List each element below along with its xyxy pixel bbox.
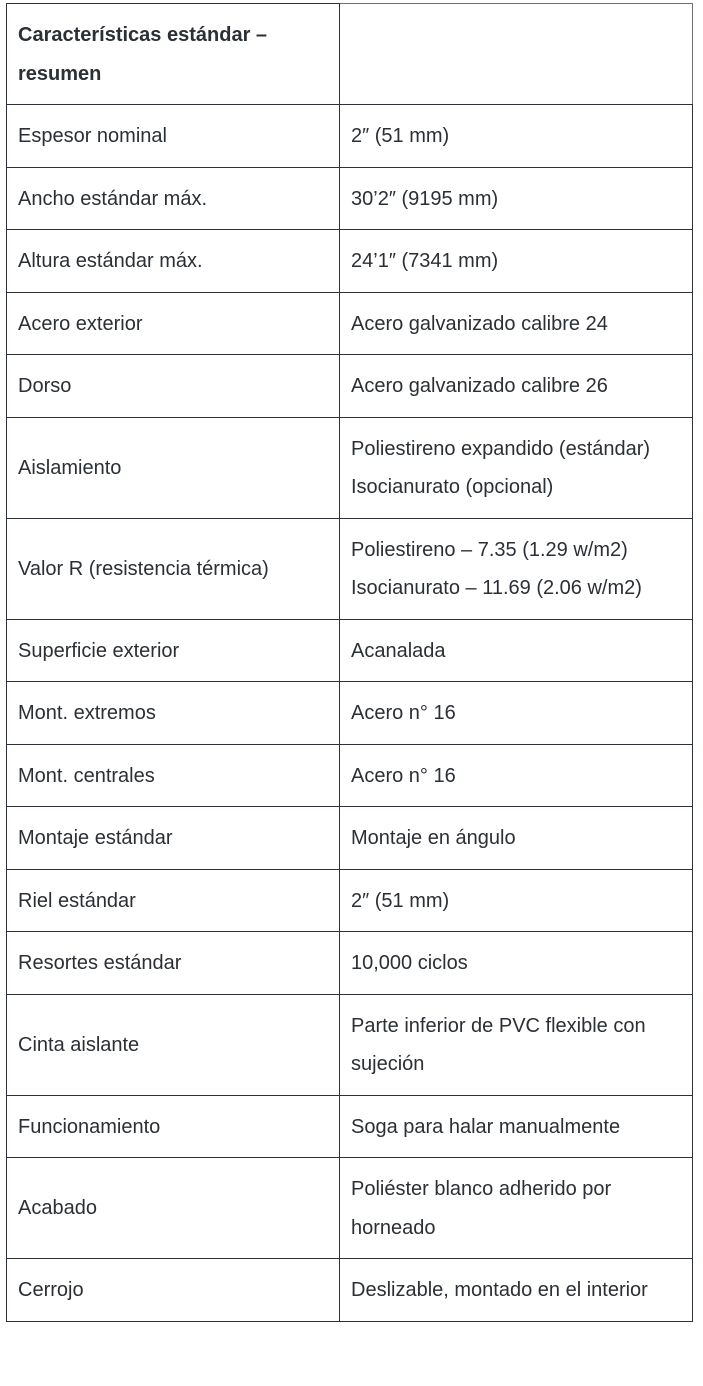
row-value: Poliéster blanco adherido por horneado [340, 1158, 693, 1259]
table-row [7, 619, 693, 682]
row-label: Altura estándar máx. [7, 230, 340, 293]
row-label: Cinta aislante [7, 994, 340, 1095]
row-label: Funcionamiento [7, 1095, 340, 1158]
row-label: Riel estándar [7, 869, 340, 932]
table-row [7, 807, 693, 870]
row-value: 2″ (51 mm) [340, 105, 693, 168]
row-value: Soga para halar manualmente [340, 1095, 693, 1158]
header-empty-cell [340, 4, 693, 105]
table-row [7, 932, 693, 995]
row-value: Acero galvanizado calibre 26 [340, 355, 693, 418]
row-label: Valor R (resistencia térmica) [7, 518, 340, 619]
row-value: Acero galvanizado calibre 24 [340, 292, 693, 355]
row-label: Resortes estándar [7, 932, 340, 995]
table-row [7, 518, 693, 619]
table-row [7, 355, 693, 418]
table-row [7, 167, 693, 230]
row-value: Acero n° 16 [340, 744, 693, 807]
header-title: Características estándar – resumen [18, 24, 268, 85]
table-row [7, 1158, 693, 1259]
table-row [7, 994, 693, 1095]
row-label: Montaje estándar [7, 807, 340, 870]
table-row [7, 869, 693, 932]
row-label: Mont. centrales [7, 744, 340, 807]
table-row [7, 682, 693, 745]
header-title-cell [7, 4, 340, 105]
row-value: 24’1″ (7341 mm) [340, 230, 693, 293]
table-row [7, 105, 693, 168]
row-label: Cerrojo [7, 1259, 340, 1322]
table-header-row [7, 4, 693, 105]
row-label: Ancho estándar máx. [7, 167, 340, 230]
row-label: Superficie exterior [7, 619, 340, 682]
row-label: Espesor nominal [7, 105, 340, 168]
row-value: Deslizable, montado en el interior [340, 1259, 693, 1322]
row-value: Montaje en ángulo [340, 807, 693, 870]
table-row [7, 1095, 693, 1158]
table-row [7, 744, 693, 807]
table-row [7, 417, 693, 518]
row-value: 2″ (51 mm) [340, 869, 693, 932]
row-label: Mont. extremos [7, 682, 340, 745]
row-label: Acabado [7, 1158, 340, 1259]
row-value: Parte inferior de PVC flexible con sujeción [340, 994, 693, 1095]
row-value: Poliestireno expandido (estándar) Isocianurato (opcional) [340, 417, 693, 518]
table-row [7, 1259, 693, 1322]
row-value: Acero n° 16 [340, 682, 693, 745]
table-row [7, 230, 693, 293]
row-label: Acero exterior [7, 292, 340, 355]
row-value: Poliestireno – 7.35 (1.29 w/m2) Isocianurato – 11.69 (2.06 w/m2) [340, 518, 693, 619]
row-value: 10,000 ciclos [340, 932, 693, 995]
row-value: 30’2″ (9195 mm) [340, 167, 693, 230]
specifications-table [6, 3, 693, 1322]
row-value: Acanalada [340, 619, 693, 682]
row-label: Aislamiento [7, 417, 340, 518]
table-row [7, 292, 693, 355]
row-label: Dorso [7, 355, 340, 418]
